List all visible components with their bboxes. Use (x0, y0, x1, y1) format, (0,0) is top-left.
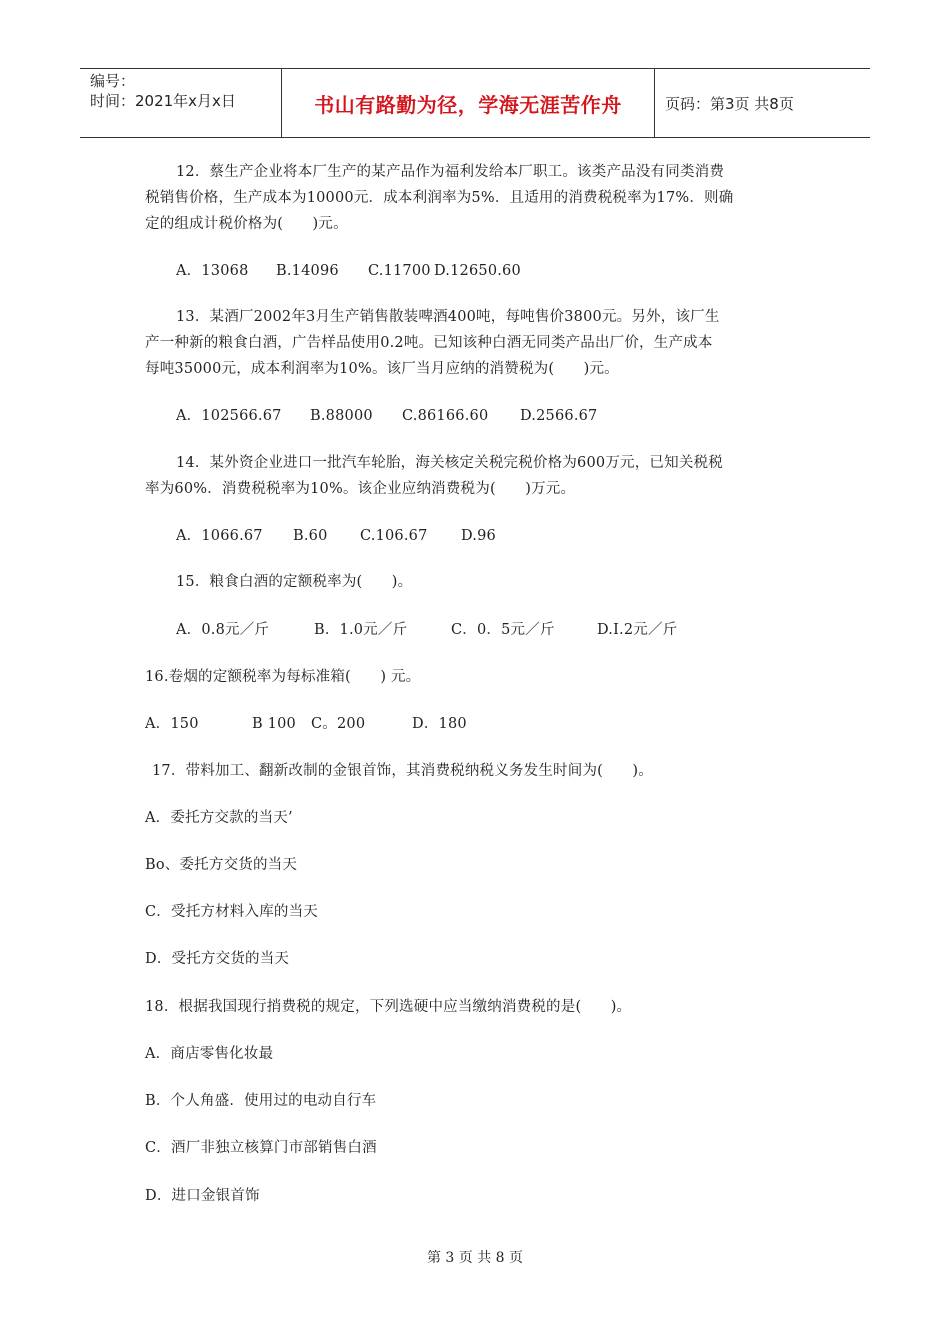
q17-line-1: 17．带料加工、翻新改制的金银首饰，其消费税纳税义务发生时间为( )。 (152, 763, 653, 779)
motto: 书山有路勤为径，学海无涯苦作舟 (314, 92, 622, 117)
q14-option-a: A．1066.67 (176, 528, 263, 544)
page-header (80, 68, 870, 138)
q17-option-b: Bo、委托方交货的当天 (145, 857, 298, 873)
q14-option-c: C.106.67 (360, 528, 428, 544)
q13-line-2: 产一种新的粮食白酒，广告样品使用0.2吨。已知该种白酒无同类产品出厂价，生产成本 (145, 335, 713, 351)
q14-options (176, 524, 496, 545)
q13-option-d: D.2566.67 (520, 408, 598, 424)
header-motto-cell (282, 69, 655, 137)
q12-line-3: 定的组成计税价格为( )元。 (145, 216, 348, 232)
q15-option-a: A．0.8元／斤 (176, 622, 270, 638)
q16-option-b: B 100 (252, 716, 296, 732)
q16-option-a: A．150 (145, 716, 199, 732)
q18-line-1: 18．根据我国现行捎费税的规定，下列选硬中应当缴纳消费税的是( )。 (145, 999, 632, 1015)
q15-line-1: 15．粮食白酒的定额税率为( )。 (176, 574, 413, 590)
q13-option-a: A．102566.67 (176, 408, 282, 424)
q13-line-1: 13．某酒厂2002年3月生产销售散装啤酒400吨，每吨售价3800元。另外，该厂生 (176, 309, 720, 325)
q12-line-2: 税销售价格，生产成本为10000元．成本利润率为5%．且适用的消费税税率为17%．则确 (145, 190, 734, 206)
q15-option-b: B．1.0元／斤 (314, 622, 408, 638)
q16-option-d: D．180 (412, 716, 467, 732)
q17-option-a: A．委托方交款的当天’ (145, 810, 293, 826)
q16-options (145, 712, 467, 733)
q14-line-1: 14．某外资企业进口一批汽车轮胎，海关核定关税完税价格为600万元，已知关税税 (176, 455, 723, 471)
q18-option-c: C．酒厂非独立核算门市部销售白酒 (145, 1140, 377, 1156)
q12-option-a: A．13068 (176, 263, 249, 279)
footer-page-number: 第 3 页 共 8 页 (426, 1250, 524, 1266)
header-page-cell (655, 69, 870, 137)
q18-option-d: D．进口金银首饰 (145, 1188, 260, 1204)
q12-option-d: D.12650.60 (434, 263, 521, 279)
q15-option-d: D.I.2元／斤 (597, 622, 678, 638)
q16-line-1: 16.卷烟的定额税率为每标准箱( ) 元。 (145, 669, 421, 685)
q18-option-b: B．个人角盛．使用过的电动自行车 (145, 1093, 377, 1109)
q16-option-c: C。200 (311, 716, 366, 732)
page-footer (0, 1247, 950, 1267)
q14-line-2: 率为60%．消费税税率为10%。该企业应纳消费税为( )万元。 (145, 481, 576, 497)
q14-option-d: D.96 (461, 528, 496, 544)
page-code: 页码：第3页 共8页 (665, 94, 794, 113)
q13-line-3: 每吨35000元，成本利润率为10%。该厂当月应纳的消赞税为( )元。 (145, 361, 619, 377)
q12-line-1: 12．蔡生产企业将本厂生产的某产品作为福利发给本厂职工。该类产品没有同类消费 (176, 164, 725, 180)
time-label: 时间：2021年x月x日 (90, 92, 236, 110)
q15-option-c: C．0．5元／斤 (451, 622, 555, 638)
q13-options (176, 404, 597, 425)
q15-options (176, 618, 677, 639)
q18-option-a: A．商店零售化妆最 (145, 1046, 274, 1062)
q14-option-b: B.60 (293, 528, 328, 544)
q13-option-b: B.88000 (310, 408, 373, 424)
q13-option-c: C.86166.60 (402, 408, 489, 424)
q17-option-d: D．受托方交货的当天 (145, 951, 290, 967)
q12-option-c: C.11700 (368, 263, 431, 279)
q12-options (176, 259, 521, 280)
q12-option-b: B.14096 (276, 263, 339, 279)
header-info (80, 69, 282, 137)
code-label: 编号： (90, 72, 136, 90)
q17-option-c: C．受托方材料入库的当天 (145, 904, 318, 920)
